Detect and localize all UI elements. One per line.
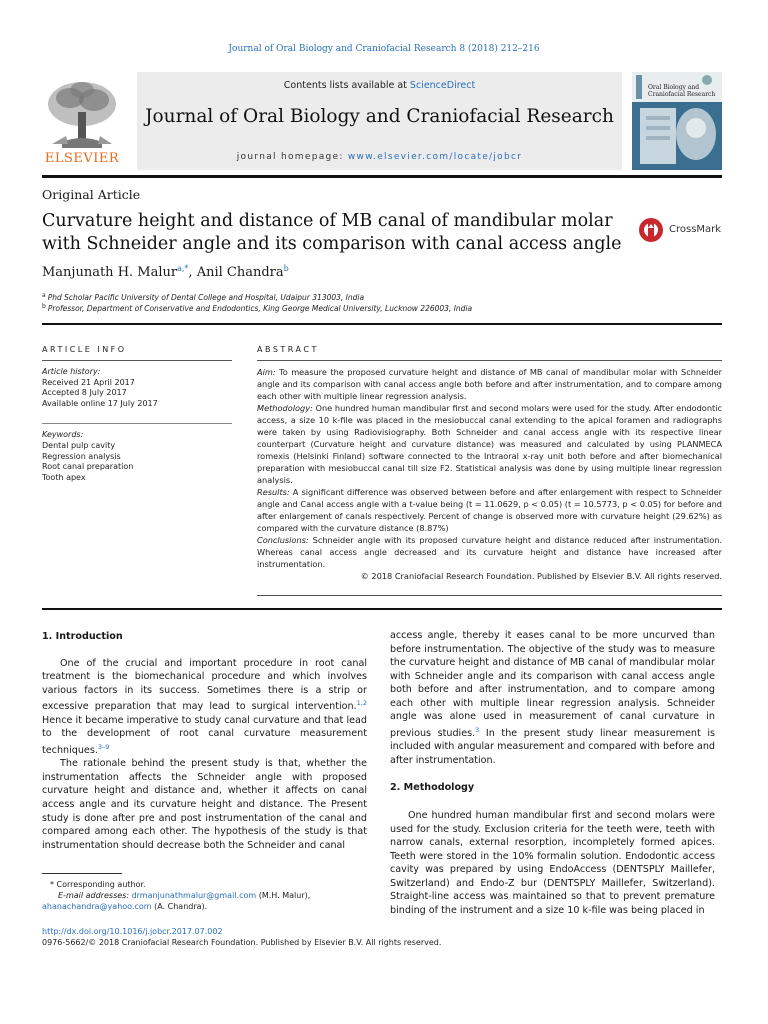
email-link[interactable]: drmanjunathmalur@gmail.com (131, 891, 257, 900)
keyword: Regression analysis (42, 451, 121, 461)
corresponding-author-note (42, 879, 367, 890)
body-paragraph (390, 629, 715, 767)
paragraph-text: access angle, thereby it eases canal to be more uncurved than before instrumentation. The objective of the study was to measure the curvature height and distance of MB canal of mandibular molar with Schneider angle and its comparison with canal access angle both before and after instrumentation, and to compare among each other with multiple linear regression analysis. Schneider angle was alone used in measurement of canal curvature in previous studies. (390, 630, 715, 739)
accepted-date: Accepted 8 July 2017 (42, 388, 127, 398)
crossmark-label[interactable]: CrossMark (669, 224, 722, 235)
affiliation-text: Phd Scholar Pacific University of Dental College and Hospital, Udaipur 313003, India (47, 293, 365, 302)
history-label: Article history: (42, 367, 101, 376)
article-info-heading: ARTICLE INFO (42, 345, 127, 354)
body-column-left (42, 630, 367, 852)
keyword: Tooth apex (42, 472, 86, 482)
paragraph-text: One of the crucial and important procedure in root canal treatment is the biomechanical procedure and which involves various factors in its success. Sometimes there is a strip or excessive preparation that may lead to surgical intervention. (42, 657, 367, 713)
keywords-rule (42, 423, 232, 424)
homepage-line (137, 152, 622, 162)
journal-cover-image (632, 72, 722, 170)
author-name[interactable]: Anil Chandra (196, 265, 284, 280)
affiliation-text: Professor, Department of Conservative and Endodontics, King George Medical University, Lucknow 226003, India (47, 304, 473, 313)
abstract-heading: ABSTRACT (257, 345, 319, 354)
article-info-rule (42, 360, 232, 361)
author-separator: , (188, 265, 197, 280)
svg-text:Oral Biology and: Oral Biology and (648, 84, 700, 91)
keywords-label: Keywords: (42, 430, 84, 440)
email-line (42, 901, 367, 912)
body-paragraph: The rationale behind the present study is that, whether the instrumentation affects the Schneider angle with proposed curvature height and distance and, whether it affects on canal access angle and its curvature height and distance. The Present study is done after pre and post instrumentation of the canal and compared among each other. The hypothesis of the study is that instrumentation should decrease both the Schneider and canal (42, 758, 367, 851)
abstract-methodology (257, 402, 722, 486)
abstract-bottom-rule (257, 595, 722, 596)
citation-link[interactable]: 3–9 (97, 742, 110, 751)
abstract-copyright: © 2018 Craniofacial Research Foundation. Published by Elsevier B.V. All rights reserved. (360, 571, 722, 581)
methodology-text: One hundred human mandibular first and second molars were used for the study. After endodontic access, a size 10 k-file was placed in the mesiobuccal canal extending to the apical foramen and radiographs were taken by using Radiovisiography. Both Schneider and canal access angle with its respective linear counterpart (Curvature height and curvature distance) was measured and calculated by using PLANMECA romexis (Helsinki Finland) software connected to the Intraoral x-ray unit both before and after biomechanical preparation with mesiobuccal canal till size F2. Statistical analysis was done by using multiple linear regression analysis. (257, 403, 722, 485)
abstract-aim (257, 366, 722, 402)
author-affiliation-mark[interactable]: b (283, 264, 289, 273)
conclusions-text: Schneider angle with its proposed curvature height and distance reduced after instrumentation. Whereas canal access angle decreased and its curvature height and distance have increased after instrumentation. (257, 535, 722, 569)
article-type: Original Article (42, 187, 141, 202)
email-owner: (A. Chandra). (151, 902, 208, 911)
journal-banner (137, 72, 622, 170)
aim-label: Aim: (257, 367, 276, 377)
affiliation-a (42, 292, 364, 302)
affiliation-b (42, 303, 472, 313)
keyword: Root canal preparation (42, 462, 134, 472)
body-paragraph (42, 657, 367, 758)
footnote-rule (42, 873, 122, 874)
online-date: Available online 17 July 2017 (42, 398, 158, 408)
contents-line (137, 80, 622, 91)
paragraph-text: In the present study linear measurement is included with angular measurement and compared with before and after instrumentation. (390, 727, 715, 766)
section-heading: 1. Introduction (42, 631, 123, 642)
paragraph-text: Hence it became imperative to study canal curvature and that lead to the development of root canal curvature measurement techniques. (42, 714, 367, 756)
body-paragraph: One hundred human mandibular first and second molars were used for the study. Exclusion criteria for the teeth were, teeth with narrow canals, external resorption, incompletely formed apices. Teeth were stored in the 10% formalin solution. Endodontic access cavity was prepared by using EndoAccess (DENTSPLY Maillefer, Switzerland) and Endo-Z bur (DENTSPLY Maillefer, Switzerland). Straight-line access was maintained so that to prevent premature binding of the instrument and a size 10 k-file was being placed in (390, 810, 715, 916)
author-name[interactable]: Manjunath H. Malur (42, 265, 178, 280)
header-rule (42, 175, 722, 178)
section-rule (42, 323, 722, 325)
abstract-conclusions (257, 534, 722, 570)
affiliation-mark: a (42, 292, 46, 299)
citation-link[interactable]: 1,2 (356, 699, 367, 708)
methodology-label: Methodology: (257, 403, 313, 413)
body-column-right (390, 629, 715, 917)
citation-link[interactable]: 3 (475, 725, 480, 734)
author-affiliation-mark[interactable]: a,* (177, 264, 189, 273)
affiliation-mark: b (42, 303, 46, 310)
abstract-body (257, 366, 722, 582)
author-list (42, 264, 289, 280)
footnote-mark: * (50, 880, 54, 889)
email-owner: (M.H. Malur), (256, 891, 311, 900)
homepage-link[interactable]: www.elsevier.com/locate/jobcr (347, 152, 523, 162)
elsevier-wordmark: ELSEVIER (44, 151, 120, 166)
footnote-text: Corresponding author. (54, 880, 146, 889)
svg-text:Craniofacial Research: Craniofacial Research (648, 91, 716, 98)
issn-copyright: 0976-5662/© 2018 Craniofacial Research Foundation. Published by Elsevier B.V. All rights reserved. (42, 938, 442, 947)
email-line (42, 890, 367, 901)
article-info-panel (42, 367, 232, 483)
received-date: Received 21 April 2017 (42, 377, 135, 387)
email-label: E-mail addresses: (58, 891, 130, 900)
results-text: A significant difference was observed between before and after enlargement with respect to Schneider angle and Canal access angle with a t-value being (t = 11.0629, p < 0.05) (t = 10.5773, p < 0.05) for before and after enlargement of canals respectively. Percent of change is observed more with curvature height (29.62%) as compared with the curvature distance (8.87%) (257, 487, 722, 533)
email-link[interactable]: ahanachandra@yahoo.com (42, 902, 152, 911)
conclusions-label: Conclusions: (257, 535, 309, 545)
abstract-rule (257, 360, 722, 361)
keyword: Dental pulp cavity (42, 440, 116, 450)
sciencedirect-link[interactable]: ScienceDirect (409, 80, 476, 91)
footnotes (42, 879, 367, 912)
section-heading: 2. Methodology (390, 782, 475, 794)
journal-name: Journal of Oral Biology and Craniofacial Research (145, 106, 614, 127)
contents-prefix: Contents lists available at (283, 80, 410, 91)
results-label: Results: (257, 487, 290, 497)
homepage-prefix: journal homepage: (236, 152, 348, 162)
doi-link[interactable]: http://dx.doi.org/10.1016/j.jobcr.2017.07.002 (42, 927, 223, 936)
abstract-results (257, 486, 722, 534)
article-title: Curvature height and distance of MB canal of mandibular molar with Schneider angle and its comparison with canal access angle (42, 211, 622, 254)
body-rule (42, 608, 722, 610)
journal-reference[interactable]: Journal of Oral Biology and Craniofacial Research 8 (2018) 212–216 (228, 44, 540, 54)
aim-text: To measure the proposed curvature height and distance of MB canal of mandibular molar with Schneider angle and its comparison with canal access angle both before and after instrumentation, and to compare among each other with multiple linear regression analysis. (257, 367, 722, 401)
